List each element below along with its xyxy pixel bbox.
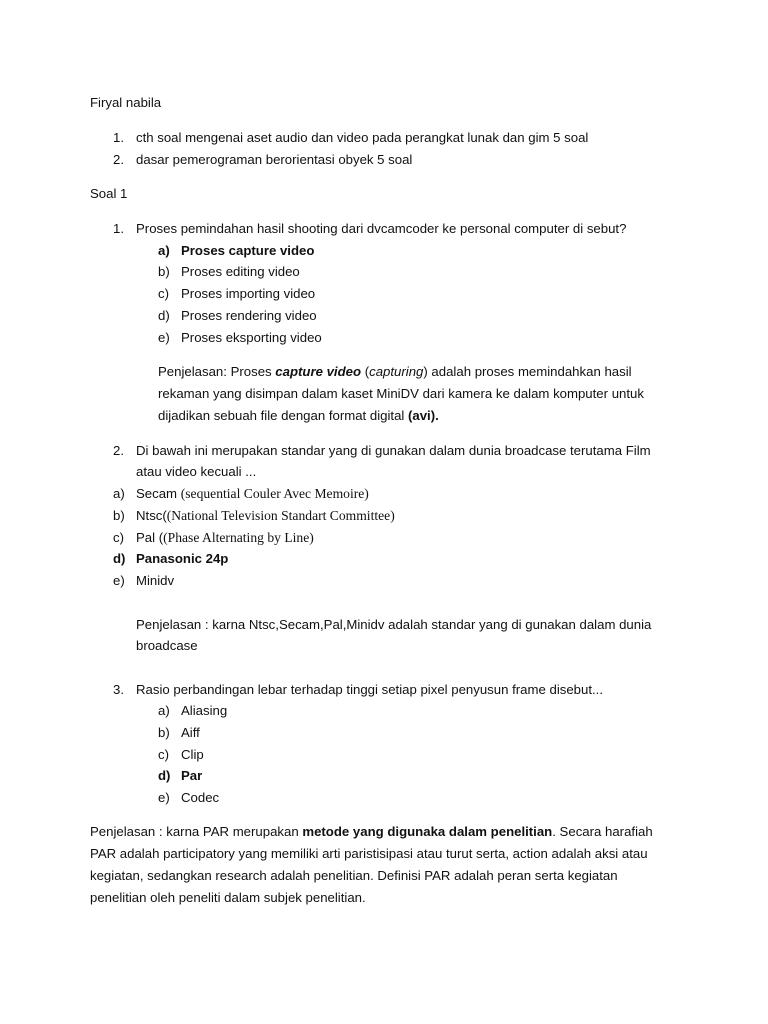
option-marker: a) xyxy=(113,486,125,501)
question-text: Rasio perbandingan lebar terhadap tinggi setiap pixel penyusun frame disebut... xyxy=(136,682,603,697)
option-text: Aliasing xyxy=(181,703,228,718)
option-text: Aiff xyxy=(181,725,200,740)
explanation-text: . Secara harafiah xyxy=(552,824,653,839)
list-marker: 2. xyxy=(113,152,124,167)
option-text xyxy=(136,485,369,503)
task-text: cth soal mengenai aset audio dan video pada perangkat lunak dan gim 5 soal xyxy=(136,130,589,145)
explanation-line xyxy=(158,407,439,425)
explanation-line: rekaman yang disimpan dalam kaset MiniDV dari kamera ke dalam komputer untuk xyxy=(158,386,644,401)
explanation-text: Penjelasan: Proses xyxy=(158,364,276,379)
option-text: Codec xyxy=(181,790,220,805)
explanation-text: ( xyxy=(361,364,370,379)
option-marker: b) xyxy=(158,725,170,740)
explanation-line: kegiatan, sedangkan research adalah penelitian. Definisi PAR adalah peran serta kegiatan xyxy=(90,868,618,883)
option-full: (National Television Standart Committee) xyxy=(166,508,395,523)
option-text: Panasonic 24p xyxy=(136,551,229,566)
section-title: Soal 1 xyxy=(90,186,128,201)
option-marker: c) xyxy=(158,286,169,301)
question-text: Di bawah ini merupakan standar yang di gunakan dalam dunia broadcase terutama Film xyxy=(136,443,651,458)
explanation-text: Penjelasan : karna PAR merupakan xyxy=(90,824,303,839)
option-full: (Phase Alternating by Line) xyxy=(163,530,314,545)
explanation-text: dijadikan sebuah file dengan format digital xyxy=(158,408,408,423)
task-text: dasar pemerograman berorientasi obyek 5 soal xyxy=(136,152,413,167)
option-text: Clip xyxy=(181,747,204,762)
option-marker: e) xyxy=(158,330,170,345)
option-marker: b) xyxy=(113,508,125,523)
option-text xyxy=(136,507,395,525)
option-text: Proses eksporting video xyxy=(181,330,322,345)
explanation-line: penelitian oleh peneliti dalam subjek penelitian. xyxy=(90,890,366,905)
question-number: 1. xyxy=(113,221,124,236)
question-number: 3. xyxy=(113,682,124,697)
option-full: (sequential Couler Avec Memoire) xyxy=(180,486,369,501)
option-text: Proses importing video xyxy=(181,286,316,301)
option-marker: e) xyxy=(113,573,125,588)
list-marker: 1. xyxy=(113,130,124,145)
option-marker: d) xyxy=(158,308,170,323)
explanation-format: (avi). xyxy=(408,408,439,423)
option-text xyxy=(136,529,314,547)
question-text-cont: atau video kecuali ... xyxy=(136,464,257,479)
option-text: Proses capture video xyxy=(181,243,315,258)
explanation-line: PAR adalah participatory yang memiliki arti paristisipasi atau turut serta, action adalah aksi atau xyxy=(90,846,648,861)
option-text: Par xyxy=(181,768,203,783)
option-abbr: Pal ( xyxy=(136,530,164,545)
option-marker: a) xyxy=(158,703,170,718)
explanation-line: Penjelasan : karna Ntsc,Secam,Pal,Minidv adalah standar yang di gunakan dalam dunia xyxy=(136,617,652,632)
author-name: Firyal nabila xyxy=(90,95,162,110)
explanation-term: capture video xyxy=(275,364,362,379)
option-abbr: Secam xyxy=(136,486,181,501)
option-marker: c) xyxy=(158,747,169,762)
option-marker: e) xyxy=(158,790,170,805)
option-abbr: Ntsc( xyxy=(136,508,167,523)
option-text: Proses editing video xyxy=(181,264,300,279)
explanation-line: broadcase xyxy=(136,638,198,653)
explanation-line xyxy=(158,363,632,381)
option-marker: d) xyxy=(113,551,126,566)
option-marker: d) xyxy=(158,768,171,783)
option-marker: b) xyxy=(158,264,170,279)
explanation-line xyxy=(90,823,653,841)
option-text: Minidv xyxy=(136,573,175,588)
option-marker: c) xyxy=(113,530,124,545)
option-marker: a) xyxy=(158,243,170,258)
question-number: 2. xyxy=(113,443,124,458)
question-text: Proses pemindahan hasil shooting dari dvcamcoder ke personal computer di sebut? xyxy=(136,221,627,236)
explanation-text: ) adalah proses memindahkan hasil xyxy=(423,364,632,379)
explanation-term: capturing xyxy=(369,364,424,379)
option-text: Proses rendering video xyxy=(181,308,317,323)
explanation-emphasis: metode yang digunaka dalam penelitian xyxy=(302,824,553,839)
